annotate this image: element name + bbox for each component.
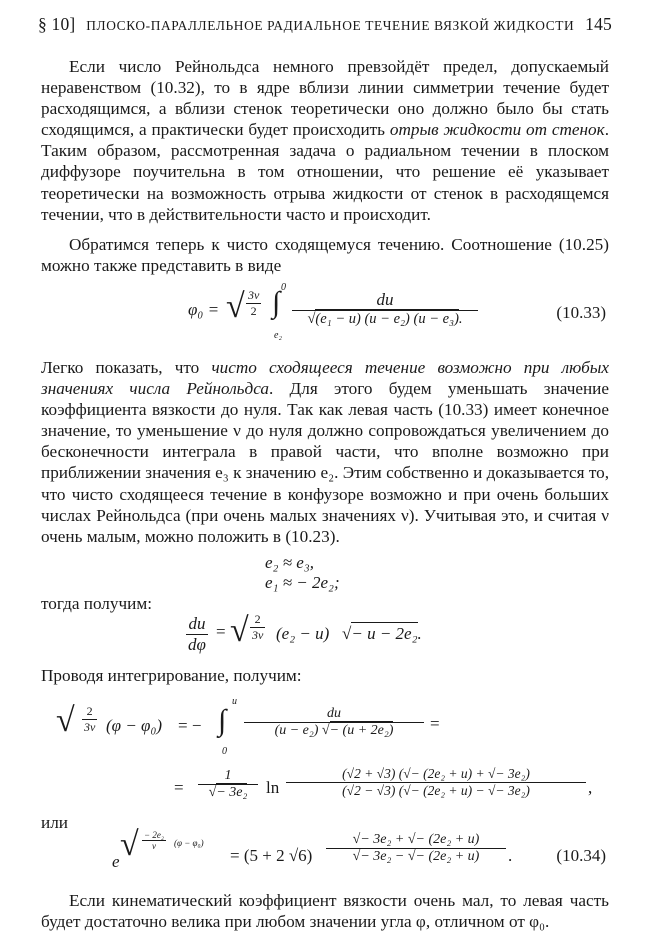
approximation-e2-e3: e₂ ≈ e₃,: [265, 553, 314, 572]
integrand-fraction: [292, 290, 478, 328]
equation-logarithm: [174, 762, 614, 812]
coef-numerator: 2: [250, 612, 265, 628]
coef-fraction: [250, 612, 265, 643]
integral-sign: ∫: [272, 286, 281, 319]
derivative-radicand: − u − 2e₂: [351, 624, 418, 643]
coef-denominator: 2: [250, 304, 257, 318]
integrand-denominator: √(e₁ − u) (u − e₂) (u − e₃).: [307, 311, 463, 327]
approximation-e1: e₁ ≈ − 2e₂;: [265, 573, 340, 592]
exp-power-angle: (φ − φ₀): [174, 838, 204, 848]
integrand-numerator: du: [292, 290, 478, 311]
derivative-term: (e₂ − u): [276, 624, 330, 643]
exp-rhs-denominator: √− 3e₂ − √− (2e₂ + u): [352, 849, 480, 864]
exp-rhs-numerator: √− 3e₂ + √− (2e₂ + u): [326, 832, 506, 849]
log-argument-fraction: [286, 766, 586, 799]
running-header: [38, 14, 612, 44]
sqrt-sign: √: [230, 612, 249, 649]
text-run: тогда получим:: [41, 594, 152, 613]
text-run: . Таким образом, рассмотренная задача о радиальном течении в плоском диффузоре поучительна в том отношении, что решение её указывает теоретически на возможность отрыва жидкости от стенок в расходящемся течении, что в действительности часто и происходит.: [41, 120, 609, 224]
paragraph-final: [41, 890, 609, 932]
log-coef-denominator: √− 3e₂: [208, 785, 248, 800]
equals-sign: =: [216, 622, 226, 641]
integrand-numerator: du: [244, 706, 424, 723]
page-number: 145: [585, 14, 612, 34]
text-run: Если кинематический коэффициент вязкости очень мал, то левая часть будет достаточно велика при любом значении угла φ, отличном от φ₀.: [41, 891, 609, 932]
text-run: Проводя интегрирование, получим:: [41, 666, 302, 685]
exp-rhs-numerator-text: − 3e₂ + √− (2e₂ + u): [360, 832, 480, 847]
integrand-denominator: (u − e₂) √− (u + 2e₂): [274, 723, 394, 738]
sqrt-sign: √: [120, 826, 139, 863]
integral-upper-limit: u: [232, 696, 237, 707]
emphasis-text: чисто сходящееся течение возможно при любых значениях числа Рейнольдса: [41, 358, 609, 399]
running-title: ПЛОСКО-ПАРАЛЛЕЛЬНОЕ РАДИАЛЬНОЕ ТЕЧЕНИЕ ВЯЗКОЙ ЖИДКОСТИ: [86, 18, 575, 33]
denominator-term: (u − e₂): [274, 723, 319, 738]
equation-derivative: [186, 610, 476, 654]
text-run: Обратимся теперь к чисто сходящемуся течению. Соотношение (10.25) можно также представить в виде: [41, 235, 609, 276]
exp-power-numerator: − 2e₂: [144, 830, 164, 840]
section-mark: § 10]: [38, 14, 76, 34]
coef-denominator: 3ν: [252, 628, 264, 642]
exp-power-fraction: [142, 830, 166, 851]
paragraph-reynolds: [41, 357, 609, 547]
log-numerator: (√2 + √3) (√− (2e₂ + u) + √− 3e₂): [286, 766, 586, 783]
integrand-fraction: [244, 706, 424, 739]
approximation-block: [265, 553, 340, 593]
derivative-fraction: [186, 614, 208, 655]
paragraph-separation: [41, 56, 609, 225]
denominator-radicand: − (u + 2e₂): [329, 723, 394, 738]
text-run: или: [41, 813, 68, 832]
integral-sign: ∫: [218, 704, 227, 737]
sqrt-sign: √: [226, 288, 245, 325]
integrand-radicand: (e₁ − u) (u − e₂) (u − e₃): [315, 311, 459, 327]
equals-sign: =: [430, 714, 440, 733]
coef-denominator: 3ν: [84, 720, 96, 734]
log-coef-fraction: [198, 768, 258, 801]
log-denominator: (√2 − √3) (√− (2e₂ + u) − √− 3e₂): [342, 783, 530, 798]
log-coef-numerator: 1: [198, 768, 258, 785]
coef-fraction: [246, 288, 261, 319]
equation-number-10-33: (10.33): [556, 303, 606, 322]
period: .: [508, 846, 513, 865]
exp-rhs-denominator-text: − 3e₂ − √− (2e₂ + u): [360, 849, 480, 864]
equation-number-10-34: (10.34): [556, 846, 606, 865]
coef-fraction: [82, 704, 97, 735]
integral-lower-limit: 0: [222, 746, 227, 757]
equals-sign: =: [174, 778, 184, 797]
exp-rhs-coefficient: = (5 + 2 √6): [230, 846, 313, 865]
coef-numerator: 3ν: [248, 288, 260, 302]
paragraph-converging-flow: [41, 234, 609, 276]
exp-power-denominator: ν: [151, 841, 156, 851]
text-run: Легко показать, что: [41, 358, 212, 377]
exp-rhs-fraction: [326, 832, 506, 865]
derivative-root: √− u − 2e₂.: [342, 624, 422, 643]
equation-10-33: [188, 284, 488, 342]
coef-numerator: 2: [82, 704, 97, 720]
derivative-numerator: du: [186, 614, 208, 635]
equation-10-34: [112, 828, 522, 884]
text-run: Если число Рейнольдса немного превзойдёт предел, допускаемый неравенством (10.32), то в ядре вблизи линии симметрии течение будет расходящимся, а вблизи стенок теоретически оно должно было бы стать сходящимся, а практически будет происходить: [41, 57, 609, 140]
ln-operator: ln: [266, 778, 280, 797]
angle-difference: (φ − φ₀): [106, 716, 163, 735]
text-run: . Для этого будем уменьшать значение коэффициента вязкости до нуля. Так как левая часть (10.33) имеет конечное значение, то уменьшение ν до нуля должно сопровождаться увеличением до бесконечности интеграла в правой части, что вполне возможно при приближении значения e₃ к значению e₂. Этим собственно и доказывается то, что чисто сходящееся течение в конфузоре возможно и при очень больших числах Рейнольдса (при очень малых значениях ν). Учитывая это, и считая ν очень малым, можно положить в (10.23).: [41, 379, 609, 546]
comma: ,: [588, 778, 593, 797]
log-coef-radicand: − 3e₂: [216, 785, 248, 800]
equals-minus: = −: [178, 716, 202, 735]
equation-integral: [56, 696, 476, 756]
emphasis-text: отрыв жидкости от стенок: [389, 120, 605, 140]
integral-upper-limit: 0: [281, 282, 286, 293]
paragraph-integration: [41, 665, 609, 686]
eq-lhs: φ₀ =: [188, 300, 220, 319]
exp-base: e: [112, 852, 120, 871]
derivative-denominator: dφ: [188, 635, 206, 654]
integral-lower-limit: e₂: [274, 330, 282, 341]
sqrt-sign: √: [56, 702, 75, 739]
